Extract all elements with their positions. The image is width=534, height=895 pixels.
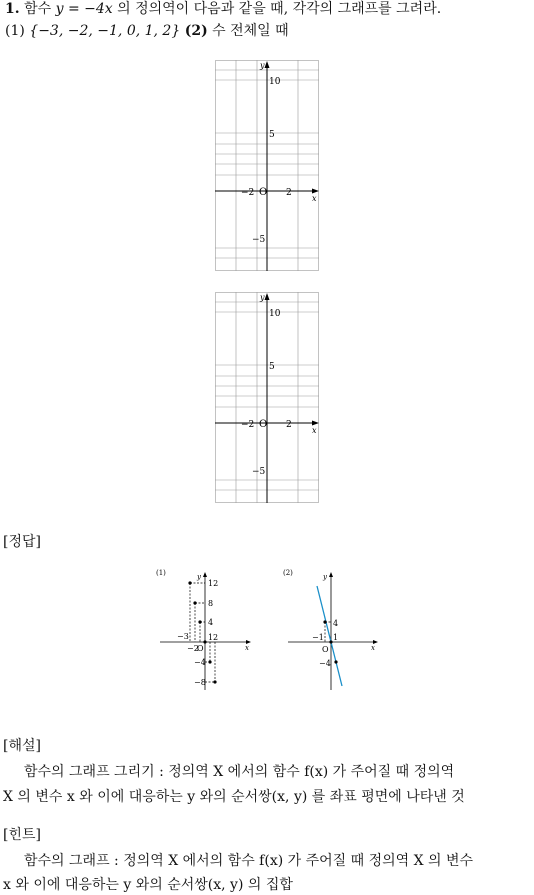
hint-line-2: x 와 이에 대응하는 y 와의 순서쌍(x, y) 의 집합: [3, 877, 293, 893]
tick-y-neg5: −5: [252, 235, 266, 245]
blank-grid-2: [215, 292, 320, 504]
point-0-0: [203, 640, 206, 643]
tick-x-neg1: −1: [312, 633, 324, 642]
origin-label: O: [259, 419, 268, 430]
problem-line-1: [5, 0, 441, 18]
point-2-neg8: [213, 680, 216, 683]
hint-line-1: 함수의 그래프 : 정의역 X 에서의 함수 f(x) 가 주어질 때 정의역 X 의 변수: [24, 853, 474, 869]
part1-label: (1): [5, 23, 25, 39]
explanation-line-2: X 의 변수 x 와 이에 대응하는 y 와의 순서쌍(x, y) 를 좌표 평면에 나타낸 것: [3, 789, 465, 805]
point-neg3-12: [188, 581, 191, 584]
answer-graph-2-label: (2): [283, 569, 293, 577]
tick-y-neg5: −5: [252, 467, 266, 477]
y-axis-label: y: [260, 61, 265, 70]
tick-x-2: 2: [286, 188, 292, 198]
y-axis-label: y: [323, 573, 327, 581]
tick-x-neg2: −2: [241, 420, 255, 430]
answer-graph-1-label: (1): [156, 569, 166, 577]
point-neg1-4: [198, 620, 201, 623]
tick-x-1: 1: [208, 633, 214, 642]
tick-x-2: 2: [286, 420, 292, 430]
tick-y-neg8: −8: [194, 678, 206, 687]
x-axis-label: x: [312, 194, 317, 203]
tick-y-5: 5: [269, 130, 275, 140]
tick-y-10: 10: [269, 309, 281, 319]
tick-y-10: 10: [269, 77, 281, 87]
tick-y-5: 5: [269, 362, 275, 372]
x-axis-label: x: [245, 644, 249, 652]
origin-label: O: [259, 187, 268, 198]
answer-header: [정답]: [3, 534, 41, 550]
tick-x-neg2: −2: [241, 188, 255, 198]
problem-instruction: 의 정의역이 다음과 같을 때, 각각의 그래프를 그려라.: [117, 1, 442, 17]
tick-y-12: 12: [208, 579, 219, 588]
problem-number: 1.: [5, 1, 20, 17]
point-neg2-8: [193, 601, 196, 604]
y-axis-label: y: [197, 573, 201, 581]
x-axis-label: x: [371, 644, 375, 652]
origin-label: O: [197, 644, 204, 653]
part2-label: (2): [184, 23, 208, 39]
tick-y-8: 8: [208, 599, 214, 608]
tick-x-neg2: −2: [187, 644, 199, 653]
origin-label: O: [322, 645, 329, 654]
tick-x-2: 2: [213, 633, 219, 642]
point-1-neg4: [208, 660, 211, 663]
problem-intro: 함수: [24, 1, 52, 17]
explanation-line-1: 함수의 그래프 그리기 : 정의역 X 에서의 함수 f(x) 가 주어질 때 정의역: [24, 764, 455, 780]
problem-equation: y = −4x: [55, 1, 113, 17]
part1-domain-set: {−3, −2, −1, 0, 1, 2}: [29, 23, 181, 39]
hint-header: [힌트]: [3, 827, 41, 843]
tick-x-neg3: −3: [177, 632, 189, 641]
point-neg1-4: [323, 620, 326, 623]
answer-graph-1: [150, 566, 255, 692]
y-axis-label: y: [260, 293, 265, 302]
problem-line-2: [5, 22, 289, 40]
tick-x-1: 1: [333, 633, 339, 642]
tick-y-4: 4: [208, 618, 214, 627]
answer-graph-2: [280, 566, 385, 692]
tick-y-neg4: −4: [194, 658, 206, 667]
blank-grid-1: [215, 60, 320, 272]
x-axis-label: x: [312, 426, 317, 435]
tick-y-4: 4: [333, 619, 339, 628]
point-1-neg4: [334, 660, 337, 663]
part2-text: 수 전체일 때: [212, 23, 289, 39]
explanation-header: [해설]: [3, 738, 41, 754]
tick-y-neg4: −4: [319, 659, 331, 668]
